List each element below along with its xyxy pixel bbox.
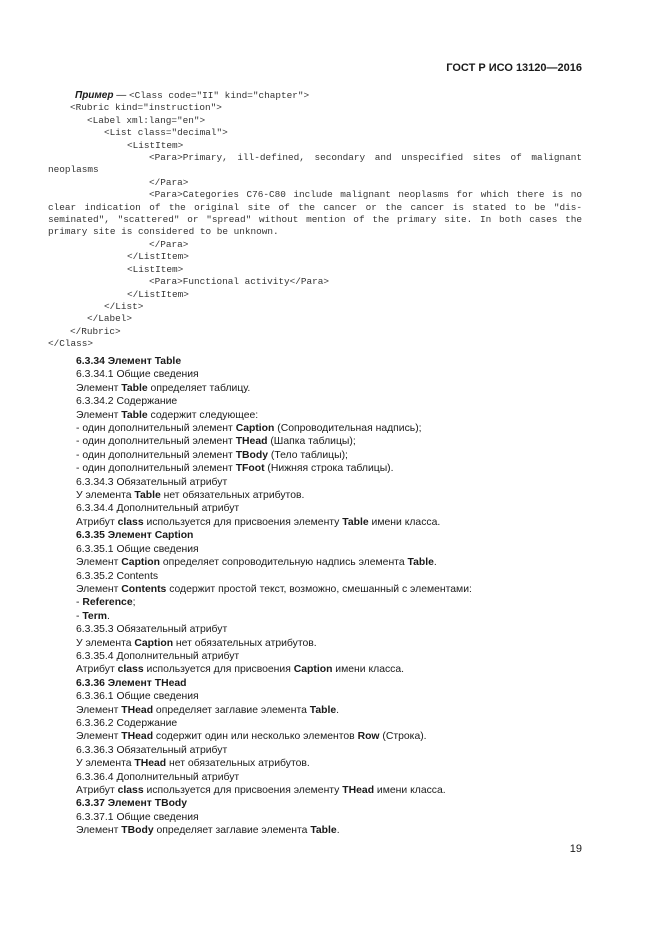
text-line xyxy=(76,771,586,784)
text-run: - один дополнительный элемент xyxy=(76,463,236,475)
code-text: <Class code="II" kind="chapter"> xyxy=(129,90,310,101)
text-line xyxy=(76,744,586,757)
text-run: используется для присвоения элементу xyxy=(143,516,343,528)
bold-term: Caption xyxy=(134,637,174,649)
bold-term: THead xyxy=(134,758,167,770)
bold-term: Table xyxy=(310,825,337,837)
text-run: Элемент xyxy=(76,382,122,394)
text-run: ; xyxy=(132,597,136,609)
text-run: Элемент xyxy=(76,825,122,837)
text-run: используется для присвоения элементу xyxy=(143,785,343,796)
text-run: . xyxy=(433,557,437,569)
text-line xyxy=(76,757,586,770)
page-number: 19 xyxy=(569,843,582,855)
bold-term: Table xyxy=(342,516,369,528)
text-run: 6.3.36.4 Дополнительный атрибут xyxy=(76,771,240,783)
text-run: Атрибут xyxy=(76,664,118,676)
text-run: (Тело таблицы); xyxy=(268,449,348,461)
bold-term: Term xyxy=(82,610,107,622)
text-line xyxy=(76,462,586,475)
code-line: <Label xml:lang="en"> xyxy=(87,114,206,126)
text-line xyxy=(76,543,586,556)
text-run: 6.3.35.1 Общие сведения xyxy=(76,543,199,555)
text-line xyxy=(76,637,586,650)
text-run: 6.3.34.1 Общие сведения xyxy=(76,369,199,381)
bold-term: Contents xyxy=(121,583,167,595)
text-run: . xyxy=(107,610,110,622)
code-example xyxy=(48,90,582,351)
text-line xyxy=(76,529,586,542)
bold-term: Table xyxy=(309,704,337,716)
bold-term: Row xyxy=(357,731,380,743)
text-run: содержит один или несколько элементов xyxy=(153,731,358,743)
bold-term: class xyxy=(117,664,144,676)
code-line: </ListItem> xyxy=(127,251,189,263)
text-run: нет обязательных атрибутов. xyxy=(173,637,317,649)
text-run: 6.3.34.4 Дополнительный атрибут xyxy=(76,503,240,515)
text-run: У элемента xyxy=(76,758,135,770)
text-run: - один дополнительный элемент xyxy=(76,423,236,435)
bold-term: 6.3.34 Элемент Table xyxy=(76,356,182,367)
bold-term: Table xyxy=(407,557,434,569)
bold-term: TBody xyxy=(235,449,269,461)
text-line xyxy=(76,610,586,623)
text-line xyxy=(76,623,586,636)
text-run: нет обязательных атрибутов. xyxy=(160,490,305,502)
text-run: 6.3.37.1 Общие сведения xyxy=(76,811,199,823)
text-line xyxy=(76,677,586,690)
text-line xyxy=(76,690,586,703)
text-run: Элемент xyxy=(76,731,122,743)
text-run: имени класса. xyxy=(374,785,446,796)
text-run: нет обязательных атрибутов. xyxy=(166,758,310,770)
text-run: - один дополнительный элемент xyxy=(76,449,236,461)
code-line: </ListItem> xyxy=(127,288,189,300)
code-line: <Para>Functional activity</Para> xyxy=(149,276,330,288)
bold-term: THead xyxy=(121,704,154,716)
code-line: </Label> xyxy=(87,313,133,325)
text-line xyxy=(76,717,586,730)
text-run: - xyxy=(76,610,83,622)
text-run: имени класса. xyxy=(332,664,405,676)
text-run: (Строка). xyxy=(379,731,427,743)
text-run: 6.3.34.2 Содержание xyxy=(76,396,178,408)
text-line xyxy=(76,704,586,717)
code-line: <ListItem> xyxy=(127,139,184,151)
text-line xyxy=(76,382,586,395)
bold-term: Caption xyxy=(293,664,333,676)
text-line xyxy=(76,395,586,408)
code-line: <Rubric kind="instruction"> xyxy=(70,102,222,114)
text-line xyxy=(76,422,586,435)
bold-term: THead xyxy=(235,436,268,448)
text-run: 6.3.35.4 Дополнительный атрибут xyxy=(76,650,240,662)
text-run: Атрибут xyxy=(76,516,118,528)
bold-term: class xyxy=(117,516,144,528)
text-run: (Нижняя строка таблицы). xyxy=(264,463,394,475)
bold-term: Caption xyxy=(235,423,275,435)
text-run: (Сопроводительная надпись); xyxy=(274,423,422,435)
document-header: ГОСТ Р ИСО 13120—2016 xyxy=(446,62,582,74)
text-run: используется для присвоения xyxy=(143,664,294,676)
text-line xyxy=(76,583,586,596)
text-run: Атрибут xyxy=(76,785,118,796)
text-line xyxy=(76,824,586,837)
code-line: <List class="decimal"> xyxy=(104,127,228,139)
text-run: 6.3.36.2 Содержание xyxy=(76,717,178,729)
text-run: содержит простой текст, возможно, смешанный с элементами: xyxy=(166,583,472,595)
code-line xyxy=(48,90,582,102)
code-line: </Class> xyxy=(48,338,94,350)
text-run: Элемент xyxy=(76,409,122,421)
code-line: </Para> xyxy=(149,238,189,250)
bold-term: TBody xyxy=(121,825,154,837)
bold-term: THead xyxy=(342,785,375,796)
text-line xyxy=(76,435,586,448)
code-line: </List> xyxy=(104,300,144,312)
code-line: </Rubric> xyxy=(70,325,121,337)
text-line xyxy=(76,663,586,676)
text-line xyxy=(76,797,586,810)
text-run: имени класса. xyxy=(368,516,441,528)
text-run: Элемент xyxy=(76,704,122,716)
text-run: . xyxy=(336,704,340,716)
text-line xyxy=(76,811,586,824)
example-dash: — xyxy=(113,90,130,101)
text-run: Элемент xyxy=(76,583,122,595)
bold-term: Table xyxy=(134,490,161,502)
text-line xyxy=(76,570,586,583)
code-line: <ListItem> xyxy=(127,263,184,275)
section-text xyxy=(76,355,586,838)
bold-term: 6.3.36 Элемент THead xyxy=(76,677,187,689)
text-line xyxy=(76,449,586,462)
text-run: определяет сопроводительную надпись элемента xyxy=(159,557,408,569)
bold-term: THead xyxy=(121,731,154,743)
example-label: Пример xyxy=(75,90,114,101)
text-run: - xyxy=(76,597,83,609)
text-run: 6.3.36.3 Обязательный атрибут xyxy=(76,744,228,756)
text-run: определяет заглавие элемента xyxy=(153,704,310,716)
bold-term: 6.3.37 Элемент TBody xyxy=(76,798,188,810)
text-line xyxy=(76,409,586,422)
text-line xyxy=(76,784,586,797)
text-line xyxy=(76,596,586,609)
text-run: содержит следующее: xyxy=(147,409,259,421)
text-line xyxy=(76,368,586,381)
bold-term: Caption xyxy=(121,557,160,569)
bold-term: 6.3.35 Элемент Caption xyxy=(76,530,194,542)
code-line: </Para> xyxy=(149,176,189,188)
bold-term: class xyxy=(117,785,144,796)
code-line: <Para>Primary, ill-defined, secondary and unspecified sites of malignant neoplasms xyxy=(48,152,582,176)
bold-term: Table xyxy=(121,409,148,421)
text-line xyxy=(76,476,586,489)
text-run: У элемента xyxy=(76,490,135,502)
text-run: 6.3.35.2 Contents xyxy=(76,570,159,582)
text-run: 6.3.34.3 Обязательный атрибут xyxy=(76,476,228,488)
text-run: определяет таблицу. xyxy=(147,382,251,394)
text-line xyxy=(76,355,586,368)
text-run: . xyxy=(336,825,340,837)
text-line xyxy=(76,730,586,743)
text-line xyxy=(76,502,586,515)
text-run: 6.3.36.1 Общие сведения xyxy=(76,691,199,703)
text-line xyxy=(76,650,586,663)
text-run: определяет заглавие элемента xyxy=(153,825,311,837)
text-line xyxy=(76,489,586,502)
text-run: Элемент xyxy=(76,557,122,569)
bold-term: Reference xyxy=(82,597,133,609)
code-line: <Para>Categories C76-C80 include malignant neoplasms for which there is no clear indication of the original site of the cancer or the cancer is stated to be "dis-seminated", "scattered" or "spread" without mention of the primary site. In both cases the primary site is considered to be unknown. xyxy=(48,189,582,238)
text-run: - один дополнительный элемент xyxy=(76,436,236,448)
bold-term: Table xyxy=(121,382,148,394)
text-line xyxy=(76,516,586,529)
text-run: У элемента xyxy=(76,637,135,649)
text-run: 6.3.35.3 Обязательный атрибут xyxy=(76,624,228,636)
bold-term: TFoot xyxy=(235,463,265,475)
text-run: (Шапка таблицы); xyxy=(267,436,356,448)
text-line xyxy=(76,556,586,569)
